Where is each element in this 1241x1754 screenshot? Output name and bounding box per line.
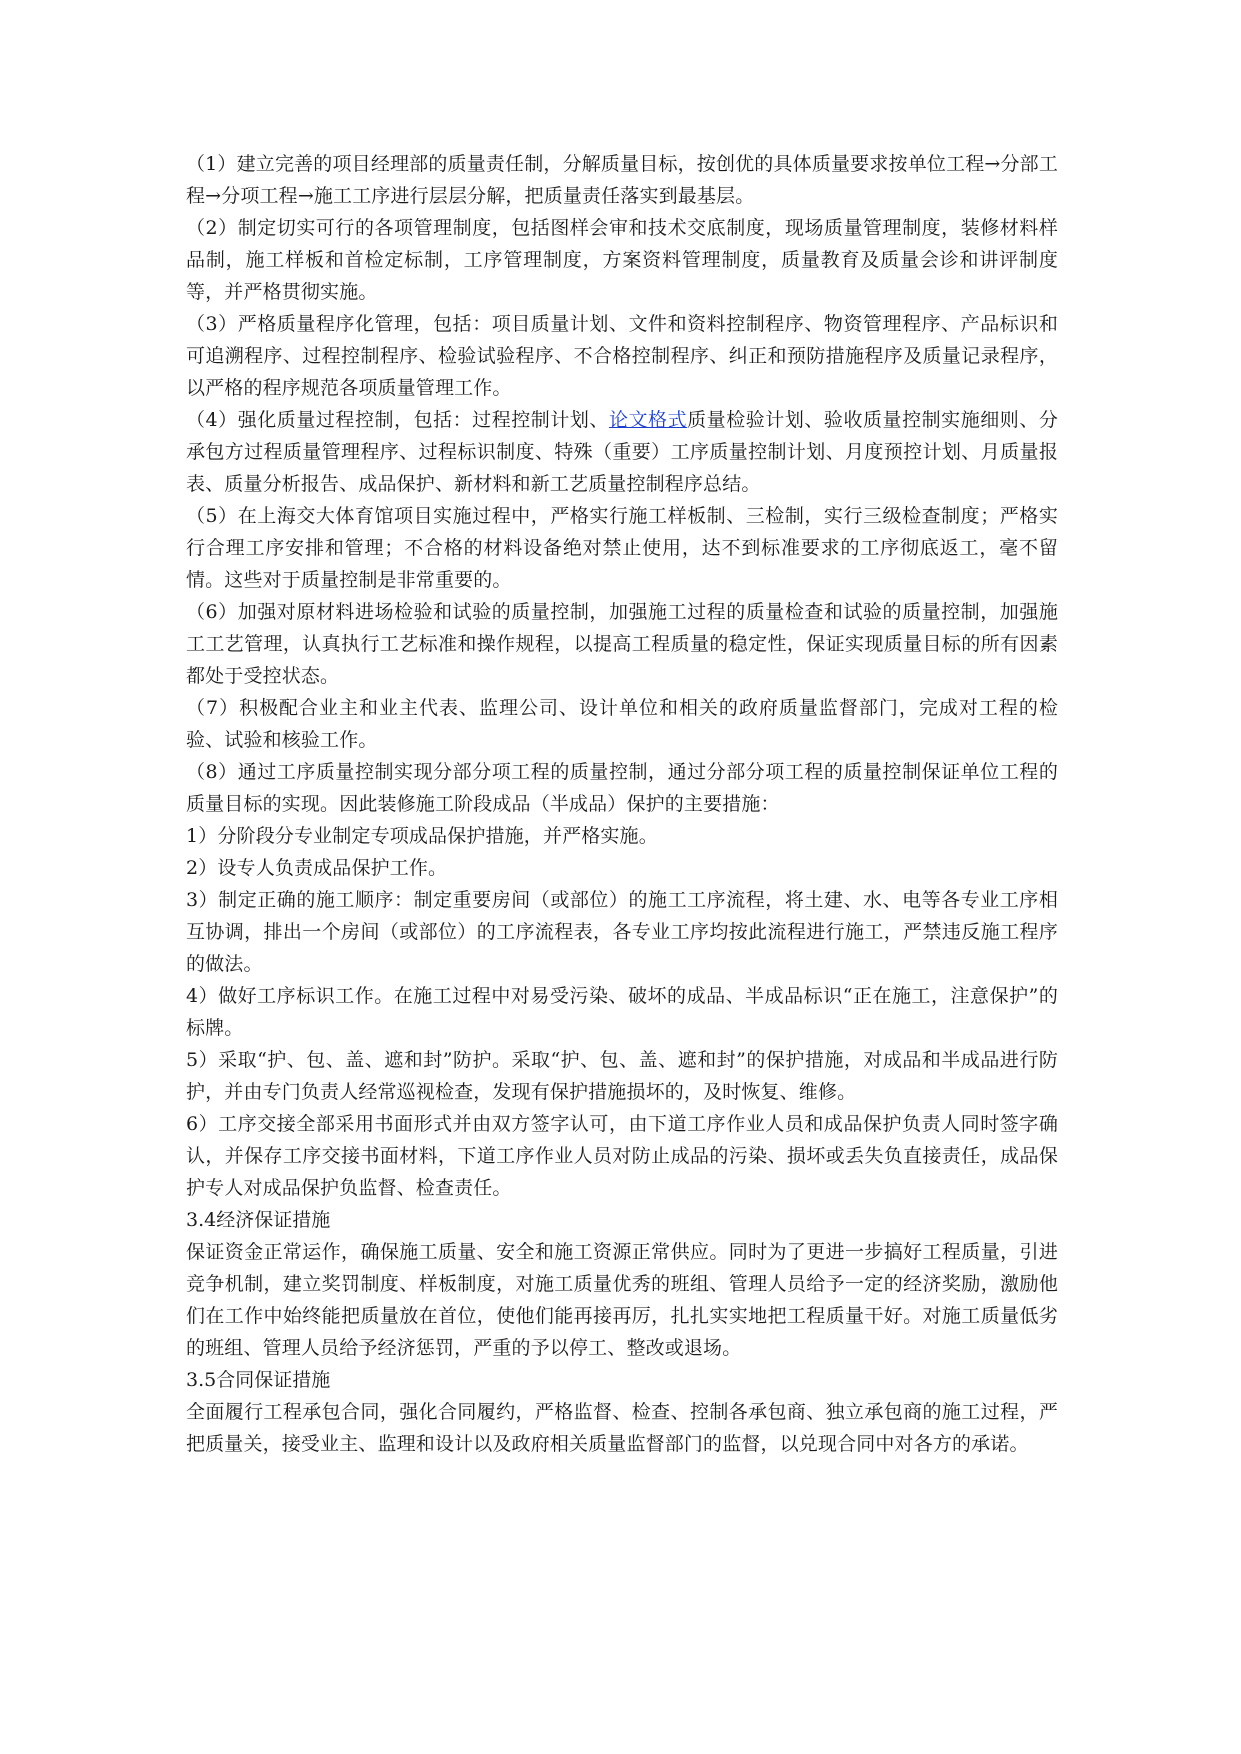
paragraph-5: （5）在上海交大体育馆项目实施过程中，严格实行施工样板制、三检制，实行三级检查制度；严格实行合理工序安排和管理；不合格的材料设备绝对禁止使用，达不到标准要求的工序彻底返工，毫不留情。这些对于质量控制是非常重要的。	[186, 505, 1058, 591]
measure-5: 5）采取“护、包、盖、遮和封”防护。采取“护、包、盖、遮和封”的保护措施，对成品和半成品进行防护，并由专门负责人经常巡视检查，发现有保护措施损坏的，及时恢复、维修。	[186, 1049, 1058, 1103]
document-body	[186, 148, 1058, 1460]
section-heading-3-5: 3.5合同保证措施	[186, 1369, 331, 1391]
section-3-5-text: 全面履行工程承包合同，强化合同履约，严格监督、检查、控制各承包商、独立承包商的施工过程，严把质量关，接受业主、监理和设计以及政府相关质量监督部门的监督，以兑现合同中对各方的承诺。	[186, 1401, 1058, 1455]
paragraph-4-text-after: 质量检验计划、验收质量控制实施细则、分承包方过程质量管理程序、过程标识制度、特殊（重要）工序质量控制计划、月度预控计划、月质量报表、质量分析报告、成品保护、新材料和新工艺质量控制程序总结。	[186, 409, 1059, 495]
measure-3: 3）制定正确的施工顺序：制定重要房间（或部位）的施工工序流程，将土建、水、电等各专业工序相互协调，排出一个房间（或部位）的工序流程表，各专业工序均按此流程进行施工，严禁违反施工程序的做法。	[186, 889, 1058, 975]
paragraph-6: （6）加强对原材料进场检验和试验的质量控制，加强施工过程的质量检查和试验的质量控制，加强施工工艺管理，认真执行工艺标准和操作规程，以提高工程质量的稳定性，保证实现质量目标的所有因素都处于受控状态。	[186, 601, 1058, 687]
measure-2: 2）设专人负责成品保护工作。	[186, 857, 448, 879]
section-heading-3-4: 3.4经济保证措施	[186, 1209, 331, 1231]
paragraph-4-text-before: （4）强化质量过程控制，包括：过程控制计划、	[186, 409, 609, 431]
paragraph-3: （3）严格质量程序化管理，包括：项目质量计划、文件和资料控制程序、物资管理程序、产品标识和可追溯程序、过程控制程序、检验试验程序、不合格控制程序、纠正和预防措施程序及质量记录程序，以严格的程序规范各项质量管理工作。	[186, 313, 1058, 399]
paragraph-7: （7）积极配合业主和业主代表、监理公司、设计单位和相关的政府质量监督部门，完成对工程的检验、试验和核验工作。	[186, 697, 1058, 751]
measure-1: 1）分阶段分专业制定专项成品保护措施，并严格实施。	[186, 825, 658, 847]
measure-6: 6）工序交接全部采用书面形式并由双方签字认可，由下道工序作业人员和成品保护负责人同时签字确认，并保存工序交接书面材料，下道工序作业人员对防止成品的污染、损坏或丢失负直接责任，成品保护专人对成品保护负监督、检查责任。	[186, 1113, 1058, 1199]
paper-format-link[interactable]: 论文格式	[608, 409, 688, 431]
section-3-4-text: 保证资金正常运作，确保施工质量、安全和施工资源正常供应。同时为了更进一步搞好工程质量，引进竞争机制，建立奖罚制度、样板制度，对施工质量优秀的班组、管理人员给予一定的经济奖励，激励他们在工作中始终能把质量放在首位，使他们能再接再厉，扎扎实实地把工程质量干好。对施工质量低劣的班组、管理人员给予经济惩罚，严重的予以停工、整改或退场。	[186, 1241, 1058, 1359]
paragraph-8: （8）通过工序质量控制实现分部分项工程的质量控制，通过分部分项工程的质量控制保证单位工程的质量目标的实现。因此装修施工阶段成品（半成品）保护的主要措施：	[186, 761, 1058, 815]
paragraph-4	[186, 404, 1058, 500]
paragraph-1: （1）建立完善的项目经理部的质量责任制，分解质量目标，按创优的具体质量要求按单位工程→分部工程→分项工程→施工工序进行层层分解，把质量责任落实到最基层。	[186, 153, 1058, 207]
paragraph-2: （2）制定切实可行的各项管理制度，包括图样会审和技术交底制度，现场质量管理制度，装修材料样品制，施工样板和首检定标制，工序管理制度，方案资料管理制度，质量教育及质量会诊和讲评制度等，并严格贯彻实施。	[186, 217, 1058, 303]
measure-4: 4）做好工序标识工作。在施工过程中对易受污染、破坏的成品、半成品标识“正在施工，注意保护”的标牌。	[186, 985, 1058, 1039]
